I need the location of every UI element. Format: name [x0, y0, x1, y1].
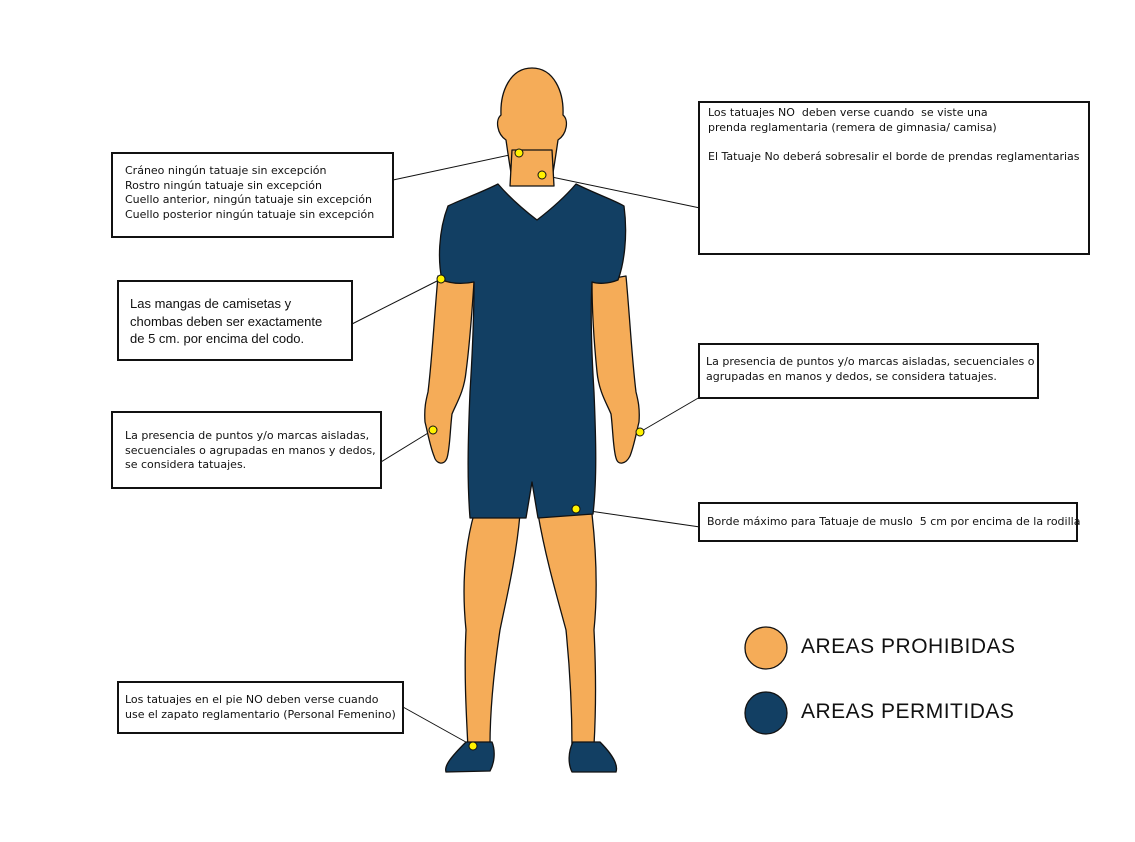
- leader-hand-right: [640, 397, 700, 432]
- note-line: Las mangas de camisetas y: [130, 296, 292, 311]
- note-line: de 5 cm. por encima del codo.: [130, 331, 305, 346]
- note-line: Rostro ningún tatuaje sin excepción: [125, 178, 323, 192]
- left-arm: [425, 276, 474, 463]
- note-head: [111, 152, 394, 238]
- marker-hand-right: [636, 428, 644, 436]
- note-line: La presencia de puntos y/o marcas aisladas,: [125, 429, 370, 442]
- leader-head: [393, 153, 519, 180]
- left-leg: [464, 514, 520, 748]
- leader-sleeve: [352, 279, 441, 324]
- marker-neck: [538, 171, 546, 179]
- right-shoe: [569, 742, 616, 772]
- right-arm: [592, 276, 639, 463]
- marker-head: [515, 149, 523, 157]
- leader-thigh: [576, 509, 700, 527]
- note-line: secuenciales o agrupadas en manos y dedos,: [125, 443, 376, 457]
- note-line: Borde máximo para Tatuaje de muslo 5 cm por encima de la rodilla: [707, 515, 1081, 528]
- note-neck: [698, 101, 1090, 255]
- note-sleeves: [117, 280, 353, 361]
- note-line: use el zapato reglamentario (Personal Femenino): [125, 707, 396, 721]
- legend-swatches: [745, 627, 787, 734]
- leader-foot: [403, 707, 473, 746]
- note-line: Los tatuajes en el pie NO deben verse cuando: [125, 693, 379, 706]
- note-line: agrupadas en manos y dedos, se considera tatuajes.: [706, 369, 997, 383]
- note-line: chombas deben ser exactamente: [130, 313, 323, 329]
- marker-sleeve: [437, 275, 445, 283]
- note-feet: [117, 681, 404, 734]
- note-line: se considera tatuajes.: [125, 458, 247, 471]
- note-line: La presencia de puntos y/o marcas aisladas, secuenciales o: [706, 355, 1035, 368]
- note-line: Cuello posterior ningún tatuaje sin excepción: [125, 207, 375, 221]
- legend-swatch-prohibited: [745, 627, 787, 669]
- marker-thigh: [572, 505, 580, 513]
- note-line: [708, 135, 1088, 150]
- note-line: El Tatuaje No deberá sobresalir el borde de prendas reglamentarias: [708, 149, 1080, 163]
- marker-foot: [469, 742, 477, 750]
- note-line: Los tatuajes NO deben verse cuando se viste una: [708, 106, 988, 119]
- note-line: Cráneo ningún tatuaje sin excepción: [125, 164, 327, 177]
- legend-label-allowed: AREAS PERMITIDAS: [801, 700, 1015, 723]
- human-figure: [425, 68, 640, 772]
- right-leg: [538, 514, 596, 748]
- marker-hand-left: [429, 426, 437, 434]
- note-hands-left: [111, 411, 382, 489]
- note-hands-right: [698, 343, 1039, 399]
- note-line: Cuello anterior, ningún tatuaje sin excepción: [125, 193, 372, 206]
- legend-swatch-allowed: [745, 692, 787, 734]
- legend-label-prohibited: AREAS PROHIBIDAS: [801, 635, 1016, 658]
- leader-hand-left: [381, 430, 433, 462]
- note-line: prenda reglamentaria (remera de gimnasia/ camisa): [708, 120, 997, 134]
- note-thigh: [698, 502, 1081, 542]
